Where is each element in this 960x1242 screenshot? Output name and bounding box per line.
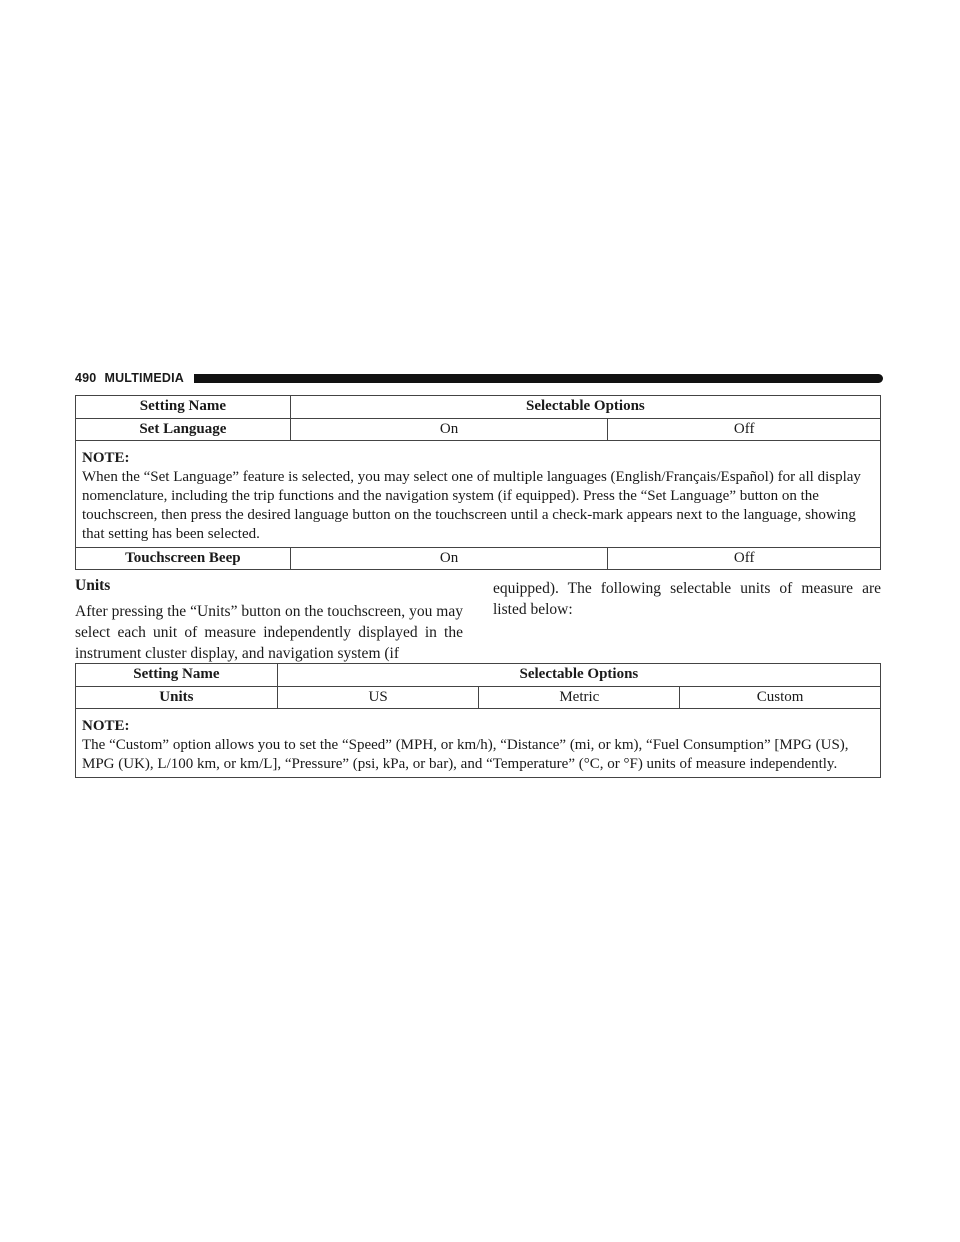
column-header-selectable-options: Selectable Options — [277, 664, 880, 687]
option-cell: Metric — [479, 687, 680, 709]
setting-name-cell: Touchscreen Beep — [76, 548, 291, 570]
note-text: The “Custom” option allows you to set the “Speed” (MPH, or km/h), “Distance” (mi, or km), “Fuel Consumption” [MPG (US), MPG (UK), L/100 km, or km/L], “Pressure” (psi, kPa, or bar), and “Temperature” (°C, or °F) units of measure independently. — [82, 737, 849, 772]
page-header — [75, 370, 883, 386]
setting-name-cell: Set Language — [76, 419, 291, 441]
units-heading: Units — [75, 577, 111, 594]
settings-table-language — [75, 395, 881, 570]
option-cell: On — [290, 419, 608, 441]
units-paragraph-right: equipped). The following selectable units of measure are listed below: — [493, 580, 881, 618]
note-text: When the “Set Language” feature is selected, you may select one of multiple languages (English/Français/Español) for all display nomenclature, including the trip functions and the navigation system (if equipped). Press the “Set Language” button on the touchscreen, then press the desired language button on the touchscreen until a check-mark appears next to the language, showing that setting has been selected. — [82, 469, 861, 542]
table-row — [76, 548, 881, 570]
note-cell — [76, 709, 881, 778]
note-row — [76, 709, 881, 778]
note-row — [76, 441, 881, 548]
option-cell: On — [290, 548, 608, 570]
column-header-selectable-options: Selectable Options — [290, 396, 880, 419]
column-header-setting-name: Setting Name — [76, 664, 278, 687]
units-paragraph-left: After pressing the “Units” button on the touchscreen, you may select each unit of measure independently displayed in the instrument cluster display, and navigation system (if — [75, 603, 463, 662]
option-cell: Off — [608, 548, 881, 570]
settings-table-units — [75, 663, 881, 778]
table-row — [76, 687, 881, 709]
note-cell — [76, 441, 881, 548]
column-header-setting-name: Setting Name — [76, 396, 291, 419]
note-title: NOTE: — [82, 450, 130, 466]
table-header-row — [76, 396, 881, 419]
section-title: MULTIMEDIA — [104, 371, 185, 385]
option-cell: US — [277, 687, 479, 709]
note-title: NOTE: — [82, 718, 130, 734]
option-cell: Off — [608, 419, 881, 441]
option-cell: Custom — [680, 687, 881, 709]
table-row — [76, 419, 881, 441]
page-number: 490 — [75, 371, 97, 385]
header-rule — [194, 374, 883, 383]
setting-name-cell: Units — [76, 687, 278, 709]
table-header-row — [76, 664, 881, 687]
